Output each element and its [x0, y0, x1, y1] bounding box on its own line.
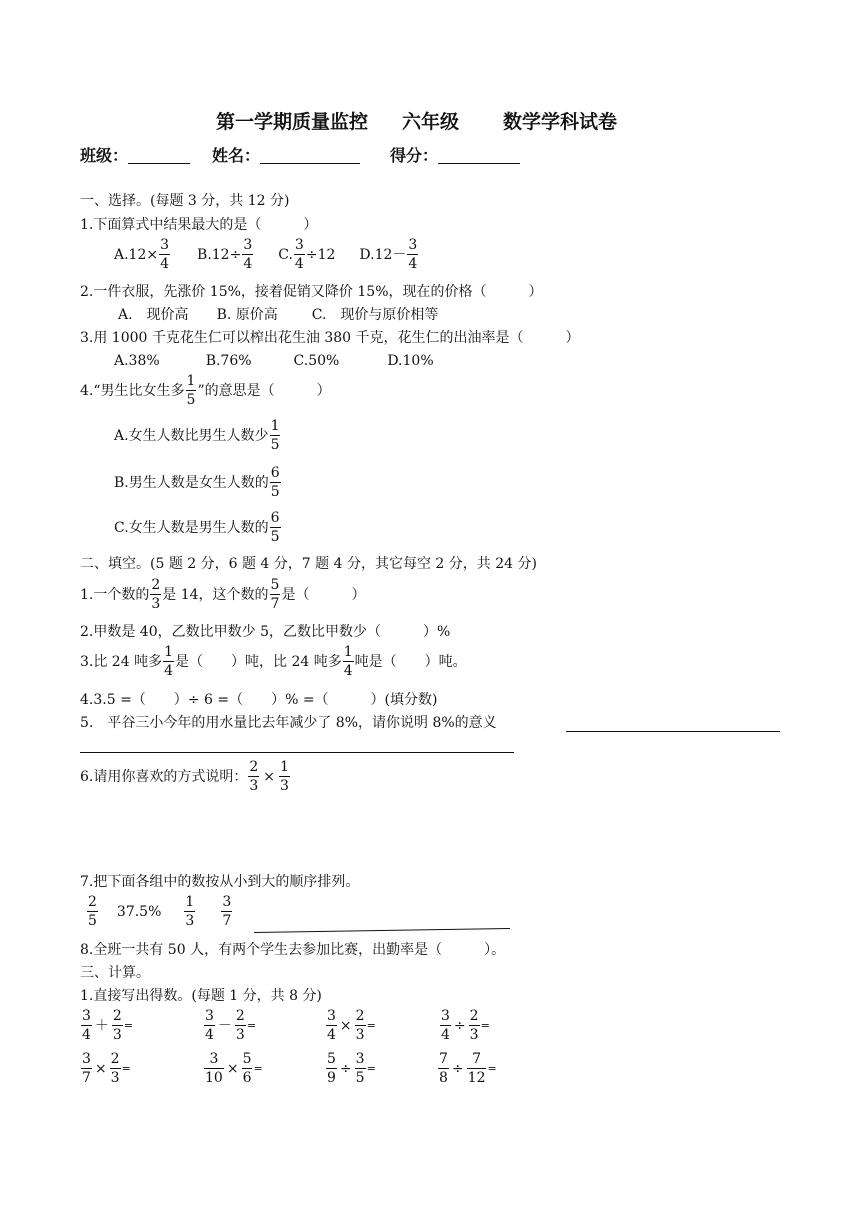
calc-item: $\frac{3}{4}$ × $\frac{2}{3}$ = [327, 1008, 376, 1043]
title-part-3: 数学学科试卷 [503, 111, 618, 133]
fraction: $\frac{5}{7}$ [270, 577, 280, 612]
q2-5-answer-line-2[interactable] [80, 752, 514, 753]
q1-2-stem: 2.一件衣服，先涨价 15%，接着促销又降价 15%，现在的价格（ ） [80, 284, 543, 300]
name-label: 姓名： [212, 146, 261, 165]
fraction: $\frac{3}{7}$ [222, 894, 232, 929]
fraction: $\frac{1}{5}$ [186, 373, 196, 408]
page-title [216, 113, 617, 132]
calc-item: $\frac{3}{4}$ ＋ $\frac{2}{3}$ = [82, 1008, 134, 1043]
score-label: 得分： [390, 146, 439, 165]
option-c: C. 现价与原价相等 [311, 307, 439, 323]
fraction: $\frac{6}{5}$ [270, 510, 280, 545]
fraction: $\frac{1}{3}$ [185, 894, 195, 929]
section-2-heading: 二、填空。(5 题 2 分，6 题 4 分，7 题 4 分，其它每空 2 分，共 24 分) [80, 556, 537, 572]
title-part-2: 六年级 [402, 111, 460, 133]
q2-4: 4.3.5 =（ ）÷ 6 =（ ）% =（ ）(填分数) [80, 692, 438, 708]
q2-5-answer-line[interactable] [566, 731, 780, 732]
calc-item: $\frac{3}{4}$ ÷ $\frac{2}{3}$ = [441, 1008, 490, 1043]
fraction: $\frac{3}{4}$ [243, 237, 253, 272]
option-d-label: D.12－ [359, 246, 407, 263]
option-b: B. 原价高 [216, 307, 278, 323]
option-c: C.50% [293, 353, 340, 369]
option-d: D.10% [387, 353, 434, 369]
name-blank[interactable] [260, 149, 360, 164]
q2-3: 3.比 24 吨多 $\frac{1}{4}$ 是（ ）吨，比 24 吨多 $\frac{1}{4}$ 吨是（ ）吨。 [80, 644, 467, 679]
score-blank[interactable] [438, 149, 520, 164]
fraction: $\frac{1}{3}$ [280, 759, 289, 794]
q1-3-options [114, 354, 434, 368]
q1-1-stem: 1.下面算式中结果最大的是（ ） [80, 217, 318, 233]
q1-4-stem: 4.“男生比女生多 $\frac{1}{5}$ ”的意思是（ ） [80, 373, 331, 408]
q2-7-answer-line[interactable] [254, 928, 510, 933]
fraction: $\frac{1}{4}$ [164, 644, 173, 679]
percent-value: 37.5% [116, 903, 162, 920]
option-a-label: A.12× [114, 246, 159, 263]
fraction: $\frac{3}{4}$ [160, 237, 170, 272]
fraction: $\frac{2}{3}$ [151, 577, 161, 612]
fraction: $\frac{1}{5}$ [270, 418, 280, 453]
section-3-heading: 三、计算。 [80, 965, 150, 981]
fraction: $\frac{6}{5}$ [270, 465, 280, 500]
option-a: A. 现价高 [118, 307, 189, 323]
fraction: $\frac{1}{4}$ [343, 644, 353, 679]
calc-item: $\frac{7}{8}$ ÷ $\frac{7}{12}$ = [439, 1051, 497, 1086]
class-label: 班级： [80, 146, 129, 165]
option-c-label: C. [278, 246, 293, 263]
q2-2: 2.甲数是 40，乙数比甲数少 5，乙数比甲数少（ ）% [80, 624, 451, 640]
option-c-tail: ÷12 [305, 246, 336, 263]
q2-7-numbers [86, 895, 233, 928]
q1-2-options [118, 308, 438, 322]
multiply-sign: × [263, 768, 276, 785]
class-blank[interactable] [128, 149, 190, 164]
q3-1-stem: 1.直接写出得数。(每题 1 分，共 8 分) [80, 988, 322, 1004]
q1-1-options [114, 238, 419, 271]
option-b-label: B.12÷ [197, 246, 242, 263]
calc-item: $\frac{5}{9}$ ÷ $\frac{3}{5}$ = [327, 1051, 376, 1086]
section-1-heading: 一、选择。(每题 3 分，共 12 分) [80, 193, 290, 209]
calc-item: $\frac{3}{10}$ × $\frac{5}{6}$ = [205, 1051, 263, 1086]
q1-4-option-b: B.男生人数是女生人数的 $\frac{6}{5}$ [114, 465, 280, 500]
fraction: $\frac{3}{4}$ [294, 237, 304, 272]
q2-1: 1.一个数的 $\frac{2}{3}$ 是 14，这个数的 $\frac{5}{7}$ 是（ ） [80, 577, 366, 612]
title-part-1: 第一学期质量监控 [216, 111, 369, 133]
student-info-row [80, 148, 520, 164]
q1-4-option-c: C.女生人数是男生人数的 $\frac{6}{5}$ [114, 510, 280, 545]
q1-3-stem: 3.用 1000 千克花生仁可以榨出花生油 380 千克，花生仁的出油率是（ ） [80, 330, 580, 346]
q2-5: 5. 平谷三小今年的用水量比去年减少了 8%，请你说明 8%的意义 [80, 715, 497, 731]
option-b: B.76% [205, 353, 252, 369]
fraction: $\frac{2}{3}$ [249, 759, 259, 794]
q2-8: 8.全班一共有 50 人，有两个学生去参加比赛，出勤率是（ ）。 [80, 942, 506, 958]
q2-7-stem: 7.把下面各组中的数按从小到大的顺序排列。 [80, 874, 360, 890]
calc-item: $\frac{3}{4}$ － $\frac{2}{3}$ = [205, 1008, 257, 1043]
calc-item: $\frac{3}{7}$ × $\frac{2}{3}$ = [82, 1051, 131, 1086]
q1-4-option-a: A.女生人数比男生人数少 $\frac{1}{5}$ [114, 418, 280, 453]
option-a: A.38% [114, 353, 160, 369]
q2-6: 6.请用你喜欢的方式说明： $\frac{2}{3}$ × $\frac{1}{3}$ [80, 759, 289, 794]
fraction: $\frac{2}{5}$ [88, 894, 97, 929]
fraction: $\frac{3}{4}$ [408, 237, 418, 272]
